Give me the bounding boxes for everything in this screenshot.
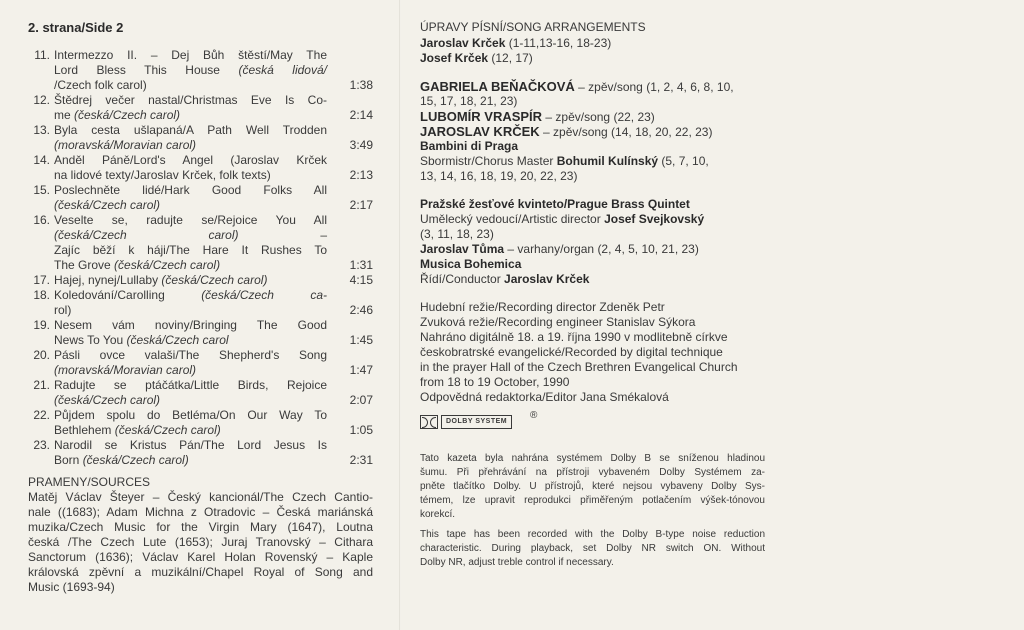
credit-line: Odpovědná redaktorka/Editor Jana Smékalová [420, 390, 669, 404]
note-line: korekcí. [420, 509, 456, 520]
note-line: témem, lze upravit reprodukci přiměřeným potlačením výšek-tónovou [420, 495, 765, 506]
track-row [28, 408, 373, 438]
track-title: Veselte se, radujte se/Rejoice You All (česká/Czech carol) – Zajíc běží k háji/The Hare It Rushes To The Grove (česká/Czech carol) [54, 213, 327, 272]
credit-line: Hudební režie/Recording director Zdeněk Petr [420, 300, 665, 314]
musica-bohemica: Musica Bohemica [420, 257, 522, 271]
chorus-master [420, 154, 709, 169]
conductor-name: Jaroslav Krček [504, 272, 590, 286]
chorus-tracks: (5, 7, 10, [658, 154, 709, 168]
arranger-2-detail: (12, 17) [488, 51, 533, 65]
dolby-logo [420, 414, 512, 430]
track-row [28, 438, 373, 468]
arrangements-title: ÚPRAVY PÍSNÍ/SONG ARRANGEMENTS [420, 20, 646, 34]
credit-line: in the prayer Hall of the Czech Brethren Evangelical Church [420, 360, 738, 374]
performer-2-name: LUBOMÍR VRASPÍR [420, 109, 543, 124]
dolby-dd-icon [420, 415, 438, 429]
brass-tracks: (3, 11, 18, 23) [420, 227, 494, 241]
sources-title: PRAMENY/SOURCES [28, 475, 151, 489]
track-title: Nesem vám noviny/Bringing The Good News To You (česká/Czech carol [54, 318, 327, 347]
sources-line: Sanctorum (1636); Václav Karel Holan Rovenský – Kaple [28, 550, 373, 564]
dolby-note-english [420, 528, 765, 570]
track-row [28, 348, 373, 378]
note-line: šumu. Při přehrávání na přístroji vybaveném Dolby Systémem za- [420, 467, 765, 478]
note-line: Dolby NR, adjust treble control if necessary. [420, 557, 614, 568]
brass-director-name: Josef Svejkovský [604, 212, 705, 226]
performer-3-name: JAROSLAV KRČEK [420, 124, 540, 139]
track-number: 22. [33, 408, 50, 422]
track-number: 21. [33, 378, 50, 392]
track-number: 11. [34, 48, 50, 62]
sources-line: česká /The Czech Lute (1653); Juraj Tranovský – Cithara [28, 535, 373, 549]
track-title: Intermezzo II. – Dej Bůh štěstí/May The Lord Bless This House (česká lidová/ /Czech folk carol) [54, 48, 327, 92]
track-row [28, 318, 373, 348]
credit-line: from 18 to 19 October, 1990 [420, 375, 570, 389]
credit-line: Zvuková režie/Recording engineer Stanislav Sýkora [420, 315, 696, 329]
side-title: 2. strana/Side 2 [28, 20, 124, 35]
track-row [28, 93, 373, 123]
performer-1-name: GABRIELA BEŇAČKOVÁ [420, 79, 575, 94]
note-line: This tape has been recorded with the Dolby B-type noise reduction [420, 529, 765, 540]
performer-2-detail: – zpěv/song (22, 23) [542, 110, 655, 124]
track-duration: 1:31 [349, 258, 373, 272]
track-duration: 2:07 [349, 393, 373, 407]
track-title: Poslechněte lidé/Hark Good Folks All (česká/Czech carol) [54, 183, 327, 212]
track-title: Štědrej večer nastal/Christmas Eve Is Co- me (česká/Czech carol) [54, 93, 327, 122]
brass-director [420, 212, 704, 227]
arranger-2 [420, 51, 533, 66]
track-row [28, 123, 373, 153]
track-title: Půjdem spolu do Betléma/On Our Way To Bethlehem (česká/Czech carol) [54, 408, 327, 437]
track-title: Radujte se ptáčátka/Little Birds, Rejoice (česká/Czech carol) [54, 378, 327, 407]
chorus-master-name: Bohumil Kulínský [556, 154, 659, 168]
organist-detail: – varhany/organ (2, 4, 5, 10, 21, 23) [504, 242, 699, 256]
organist [420, 242, 699, 257]
bambini-name: Bambini di Praga [420, 139, 519, 153]
track-row [28, 48, 373, 93]
track-number: 23. [33, 438, 50, 452]
performer-1-cont: 15, 17, 18, 21, 23) [420, 94, 518, 108]
chorus-role: Sbormistr/Chorus Master [420, 154, 557, 168]
performer-1 [420, 79, 734, 95]
performer-2 [420, 109, 655, 125]
sources-line: muzika/Czech Music for the Virgin Mary (1647), Loutna [28, 520, 373, 534]
track-number: 16. [33, 213, 50, 227]
track-duration: 1:05 [349, 423, 373, 437]
note-line: Tato kazeta byla nahrána systémem Dolby B se sníženou hladinou [420, 453, 765, 464]
track-number: 12. [33, 93, 50, 107]
note-line: characteristic. During playback, set Dolby NR switch ON. Without [420, 543, 765, 554]
fold-line [399, 0, 401, 630]
track-row [28, 153, 373, 183]
track-number: 18. [33, 288, 50, 302]
performer-3 [420, 124, 712, 140]
brass-role: Umělecký vedoucí/Artistic director [420, 212, 605, 226]
sources-text [28, 490, 373, 595]
track-number: 15. [33, 183, 50, 197]
credit-line: Nahráno digitálně 18. a 19. října 1990 v modlitebně církve [420, 330, 728, 344]
track-row [28, 213, 373, 273]
track-title: Hajej, nynej/Lullaby (česká/Czech carol) [54, 273, 268, 287]
track-number: 13. [33, 123, 50, 137]
track-duration: 2:13 [349, 168, 373, 182]
conductor-role: Řídí/Conductor [420, 272, 505, 286]
track-number: 17. [33, 273, 50, 287]
track-duration: 2:46 [349, 303, 373, 317]
track-duration: 4:15 [349, 273, 373, 287]
performer-1-detail: – zpěv/song (1, 2, 4, 6, 8, 10, [574, 80, 734, 94]
sources-line: nale ((1683); Adam Michna z Otradovic – Česká mariánská [28, 505, 373, 519]
credit-line: českobratrské evangelické/Recorded by digital technique [420, 345, 723, 359]
arranger-1-name: Jaroslav Krček [420, 36, 506, 50]
performer-3-detail: – zpěv/song (14, 18, 20, 22, 23) [539, 125, 713, 139]
track-row [28, 288, 373, 318]
dolby-logo-text: DOLBY SYSTEM [441, 415, 512, 429]
track-title: Byla cesta ušlapaná/A Path Well Trodden (moravská/Moravian carol) [54, 123, 327, 152]
dolby-note-czech [420, 452, 765, 522]
track-row [28, 183, 373, 213]
brass-quintet: Pražské žesťové kvinteto/Prague Brass Quintet [420, 197, 690, 211]
sources-line: Music (1693-94) [28, 580, 115, 594]
track-row [28, 378, 373, 408]
arranger-1-detail: (1-11,13-16, 18-23) [505, 36, 612, 50]
sources-line: Matěj Václav Šteyer – Český kancionál/The Czech Cantio- [28, 490, 373, 504]
track-duration: 1:38 [349, 78, 373, 92]
organist-name: Jaroslav Tůma [420, 242, 505, 256]
chorus-tracks-cont: 13, 14, 16, 18, 19, 20, 22, 23) [420, 169, 578, 183]
track-duration: 1:47 [349, 363, 373, 377]
track-duration: 2:14 [349, 108, 373, 122]
track-title: Narodil se Kristus Pán/The Lord Jesus Is Born (česká/Czech carol) [54, 438, 327, 467]
track-title: Pásli ovce valaši/The Shepherd's Song (moravská/Moravian carol) [54, 348, 327, 377]
track-number: 19. [33, 318, 50, 332]
track-duration: 2:31 [349, 453, 373, 467]
arranger-2-name: Josef Krček [420, 51, 489, 65]
track-title: Koledování/Carolling (česká/Czech ca- rol) [54, 288, 327, 317]
track-duration: 2:17 [349, 198, 373, 212]
track-number: 20. [33, 348, 50, 362]
track-number: 14. [33, 153, 50, 167]
track-title: Anděl Páně/Lord's Angel (Jaroslav Krček na lidové texty/Jaroslav Krček, folk texts) [54, 153, 327, 182]
registered-mark: ® [530, 410, 538, 421]
conductor [420, 272, 589, 287]
track-duration: 1:45 [349, 333, 373, 347]
note-line: pněte tlačítko Dolby. U přístrojů, které nejsou vybaveny Dolby Sys- [420, 481, 765, 492]
track-duration: 3:49 [349, 138, 373, 152]
arranger-1 [420, 36, 611, 51]
track-row [28, 273, 373, 288]
sources-line: královská zpěvní a muzikální/Chapel Royal of Song and [28, 565, 373, 579]
